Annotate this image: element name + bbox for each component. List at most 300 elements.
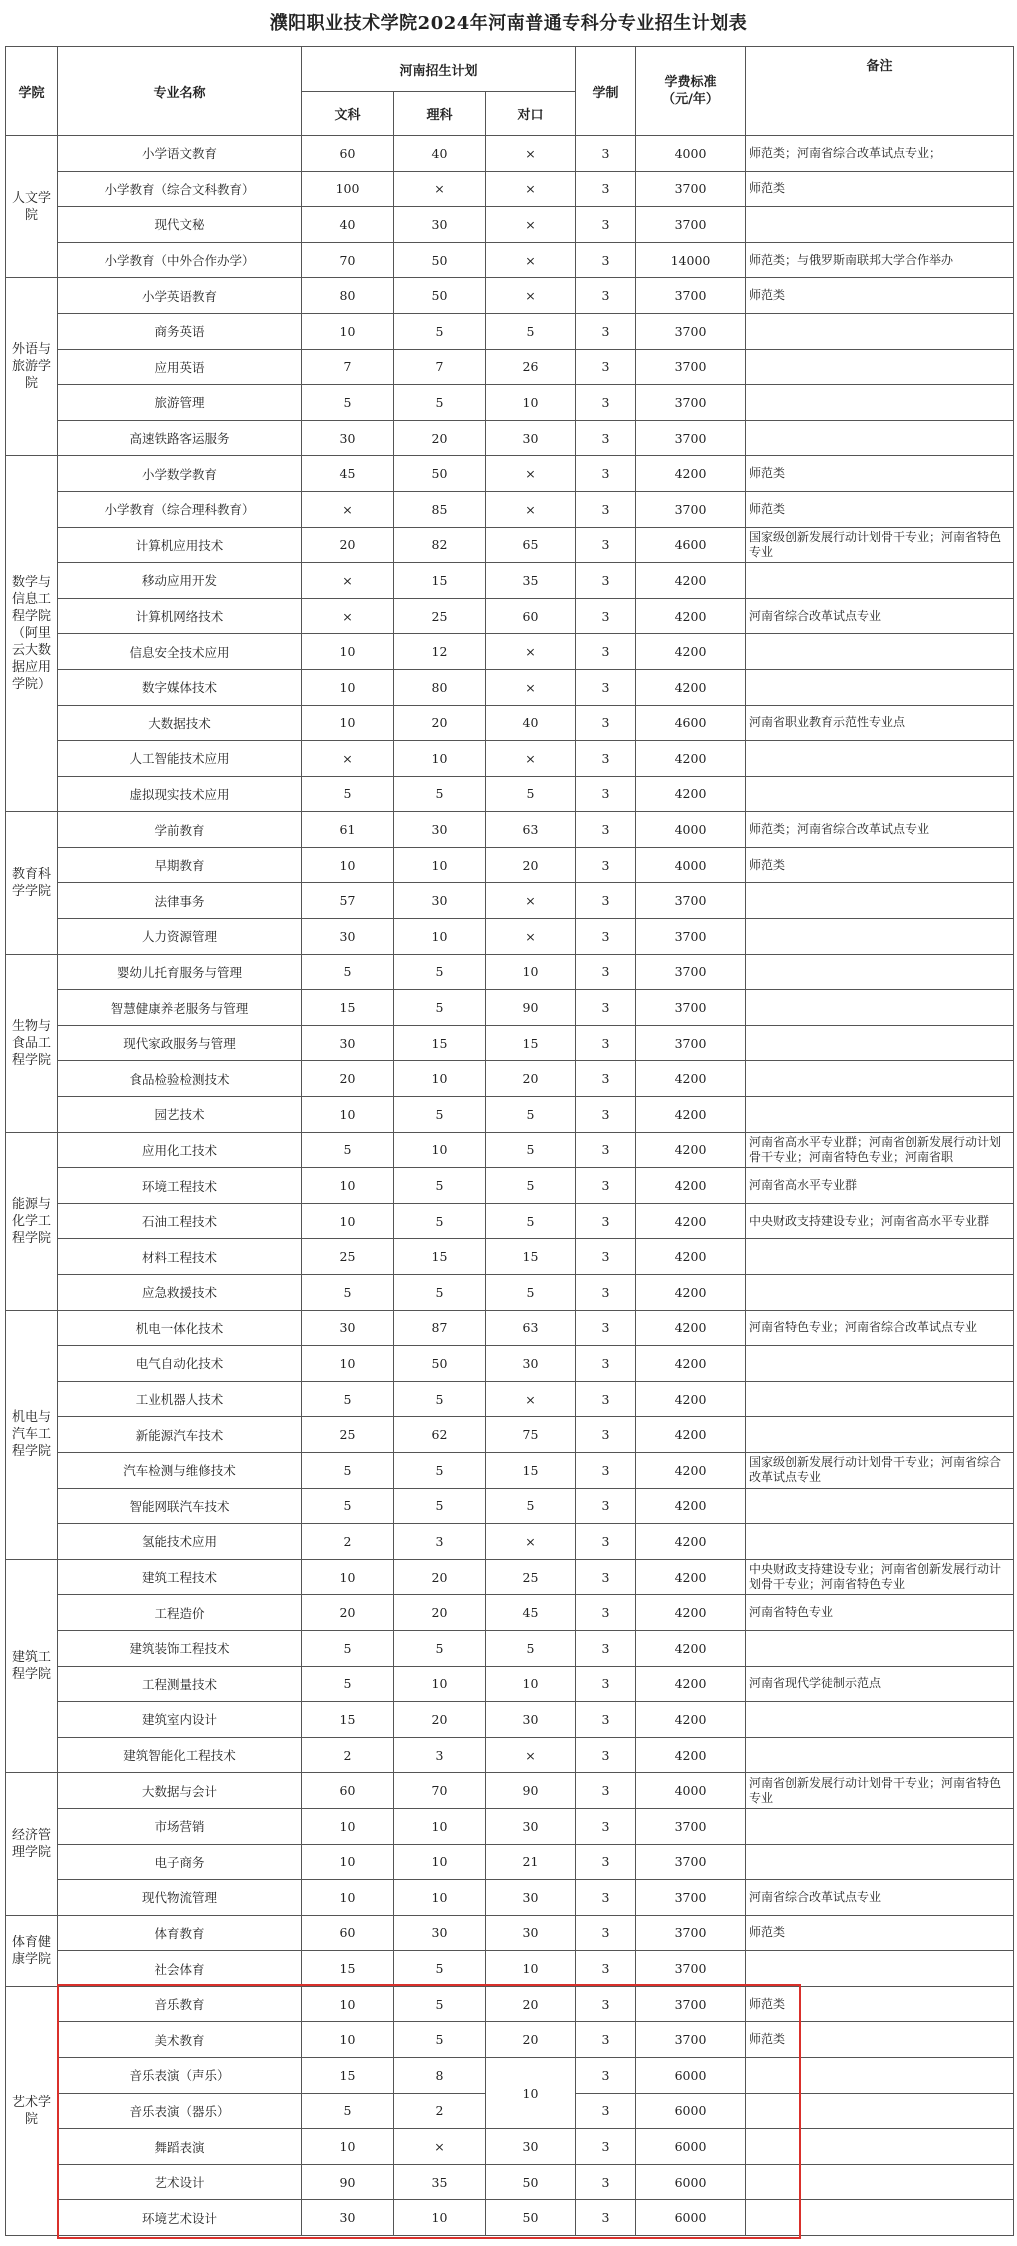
table-row [6, 1061, 1014, 1097]
cell-fee: 4200 [636, 1417, 746, 1453]
cell-duikou: 5 [486, 776, 576, 812]
cell-like: 5 [394, 1986, 486, 2022]
cell-note [746, 1630, 1014, 1666]
table-row [6, 1417, 1014, 1453]
major-name: 环境艺术设计 [58, 2200, 302, 2236]
cell-note: 师范类 [746, 456, 1014, 492]
cell-duikou: 30 [486, 1808, 576, 1844]
cell-wenke: 30 [302, 2200, 394, 2236]
major-name: 小学教育（中外合作办学） [58, 242, 302, 278]
cell-wenke: 61 [302, 812, 394, 848]
table-row [6, 812, 1014, 848]
cell-note [746, 420, 1014, 456]
cell-duikou: 20 [486, 847, 576, 883]
table-row [6, 1808, 1014, 1844]
cell-wenke: 5 [302, 1275, 394, 1311]
table-row [6, 1737, 1014, 1773]
cell-duikou: × [486, 491, 576, 527]
cell-fee: 4000 [636, 847, 746, 883]
cell-note: 中央财政支持建设专业；河南省高水平专业群 [746, 1203, 1014, 1239]
cell-wenke: 30 [302, 1025, 394, 1061]
cell-duikou: × [486, 634, 576, 670]
cell-xuezhi: 3 [576, 812, 636, 848]
cell-xuezhi: 3 [576, 990, 636, 1026]
cell-wenke: 5 [302, 1630, 394, 1666]
cell-note [746, 883, 1014, 919]
major-name: 计算机网络技术 [58, 598, 302, 634]
table-row [6, 1132, 1014, 1168]
cell-fee: 4200 [636, 1737, 746, 1773]
cell-xuezhi: 3 [576, 1951, 636, 1987]
major-name: 舞蹈表演 [58, 2129, 302, 2165]
cell-fee: 4200 [636, 1346, 746, 1382]
cell-fee: 4200 [636, 1702, 746, 1738]
cell-note: 师范类 [746, 847, 1014, 883]
cell-like: 7 [394, 349, 486, 385]
cell-note [746, 207, 1014, 243]
cell-duikou: 90 [486, 990, 576, 1026]
cell-fee: 4000 [636, 812, 746, 848]
cell-like: 15 [394, 1239, 486, 1275]
cell-note: 师范类 [746, 171, 1014, 207]
cell-fee: 4200 [636, 598, 746, 634]
cell-like: 87 [394, 1310, 486, 1346]
cell-fee: 4200 [636, 1203, 746, 1239]
cell-fee: 4200 [636, 1666, 746, 1702]
major-name: 小学英语教育 [58, 278, 302, 314]
cell-xuezhi: 3 [576, 1880, 636, 1916]
major-name: 早期教育 [58, 847, 302, 883]
cell-like: 30 [394, 1915, 486, 1951]
cell-note [746, 2129, 1014, 2165]
cell-duikou: 30 [486, 1702, 576, 1738]
header-fee: 学费标准 （元/年） [636, 47, 746, 136]
cell-xuezhi: 3 [576, 705, 636, 741]
table-row [6, 1595, 1014, 1631]
major-name: 数字媒体技术 [58, 669, 302, 705]
cell-xuezhi: 3 [576, 1097, 636, 1133]
table-row [6, 1488, 1014, 1524]
cell-wenke: 60 [302, 1915, 394, 1951]
cell-duikou: 30 [486, 1915, 576, 1951]
cell-duikou: × [486, 1524, 576, 1560]
cell-note: 师范类 [746, 491, 1014, 527]
cell-duikou: 45 [486, 1595, 576, 1631]
cell-xuezhi: 3 [576, 1239, 636, 1275]
cell-like: 70 [394, 1773, 486, 1809]
major-name: 应用化工技术 [58, 1132, 302, 1168]
cell-note: 河南省高水平专业群 [746, 1168, 1014, 1204]
cell-note: 河南省职业教育示范性专业点 [746, 705, 1014, 741]
major-name: 建筑装饰工程技术 [58, 1630, 302, 1666]
cell-like: 35 [394, 2164, 486, 2200]
table-row [6, 2058, 1014, 2094]
table-row [6, 990, 1014, 1026]
cell-fee: 3700 [636, 1844, 746, 1880]
cell-note [746, 349, 1014, 385]
table-row [6, 1524, 1014, 1560]
major-name: 现代家政服务与管理 [58, 1025, 302, 1061]
cell-fee: 4200 [636, 634, 746, 670]
major-name: 体育教育 [58, 1915, 302, 1951]
cell-duikou: 20 [486, 1986, 576, 2022]
major-name: 大数据技术 [58, 705, 302, 741]
major-name: 工程造价 [58, 1595, 302, 1631]
cell-note [746, 919, 1014, 955]
table-row [6, 242, 1014, 278]
table-row [6, 2200, 1014, 2236]
cell-fee: 3700 [636, 171, 746, 207]
cell-wenke: 10 [302, 1880, 394, 1916]
cell-duikou: 5 [486, 1168, 576, 1204]
cell-xuezhi: 3 [576, 491, 636, 527]
cell-wenke: 10 [302, 1986, 394, 2022]
cell-duikou: 5 [486, 1275, 576, 1311]
cell-fee: 3700 [636, 1951, 746, 1987]
cell-xuezhi: 3 [576, 2022, 636, 2058]
table-row [6, 2164, 1014, 2200]
major-name: 虚拟现实技术应用 [58, 776, 302, 812]
cell-fee: 4200 [636, 741, 746, 777]
cell-wenke: 5 [302, 1666, 394, 1702]
cell-wenke: 15 [302, 1702, 394, 1738]
cell-xuezhi: 3 [576, 1452, 636, 1488]
cell-note: 河南省特色专业 [746, 1595, 1014, 1631]
table-row [6, 385, 1014, 421]
college-name: 教育科学学院 [6, 812, 58, 954]
cell-wenke: 7 [302, 349, 394, 385]
table-row [6, 420, 1014, 456]
cell-xuezhi: 3 [576, 776, 636, 812]
cell-like: 5 [394, 776, 486, 812]
cell-duikou: 10 [486, 2058, 576, 2129]
cell-wenke: 57 [302, 883, 394, 919]
table-row [6, 1203, 1014, 1239]
cell-xuezhi: 3 [576, 1061, 636, 1097]
cell-wenke: 90 [302, 2164, 394, 2200]
cell-like: 50 [394, 278, 486, 314]
cell-duikou: × [486, 242, 576, 278]
cell-xuezhi: 3 [576, 1844, 636, 1880]
major-name: 小学语文教育 [58, 136, 302, 172]
cell-like: 50 [394, 456, 486, 492]
table-row [6, 1275, 1014, 1311]
cell-xuezhi: 3 [576, 385, 636, 421]
cell-wenke: 5 [302, 776, 394, 812]
cell-like: 5 [394, 1381, 486, 1417]
cell-like: 5 [394, 1168, 486, 1204]
cell-xuezhi: 3 [576, 1630, 636, 1666]
table-row [6, 278, 1014, 314]
major-name: 音乐表演（声乐） [58, 2058, 302, 2094]
cell-note: 国家级创新发展行动计划骨干专业；河南省特色专业 [746, 527, 1014, 563]
cell-xuezhi: 3 [576, 1025, 636, 1061]
cell-duikou: 20 [486, 1061, 576, 1097]
cell-wenke: 10 [302, 1346, 394, 1382]
major-name: 社会体育 [58, 1951, 302, 1987]
major-name: 建筑室内设计 [58, 1702, 302, 1738]
table-row [6, 634, 1014, 670]
cell-note [746, 313, 1014, 349]
cell-duikou: 15 [486, 1452, 576, 1488]
table-row [6, 1168, 1014, 1204]
cell-xuezhi: 3 [576, 1986, 636, 2022]
cell-note [746, 1808, 1014, 1844]
cell-wenke: 10 [302, 847, 394, 883]
major-name: 婴幼儿托育服务与管理 [58, 954, 302, 990]
major-name: 人工智能技术应用 [58, 741, 302, 777]
major-name: 工业机器人技术 [58, 1381, 302, 1417]
header-duikou: 对口 [486, 92, 576, 136]
cell-note: 师范类 [746, 2022, 1014, 2058]
table-row [6, 563, 1014, 599]
cell-xuezhi: 3 [576, 1168, 636, 1204]
cell-fee: 4200 [636, 776, 746, 812]
cell-duikou: × [486, 669, 576, 705]
cell-note: 师范类 [746, 1915, 1014, 1951]
cell-like: 40 [394, 136, 486, 172]
header-plan: 河南招生计划 [302, 47, 576, 92]
cell-like: 10 [394, 1061, 486, 1097]
cell-duikou: × [486, 136, 576, 172]
cell-note [746, 1346, 1014, 1382]
cell-xuezhi: 3 [576, 420, 636, 456]
cell-note [746, 1951, 1014, 1987]
cell-note [746, 634, 1014, 670]
table-row [6, 1630, 1014, 1666]
cell-fee: 6000 [636, 2164, 746, 2200]
cell-note [746, 1737, 1014, 1773]
cell-xuezhi: 3 [576, 1203, 636, 1239]
cell-wenke: 10 [302, 634, 394, 670]
cell-wenke: 15 [302, 1951, 394, 1987]
table-row [6, 1880, 1014, 1916]
college-name: 艺术学院 [6, 1986, 58, 2235]
cell-wenke: 2 [302, 1737, 394, 1773]
college-name: 体育健康学院 [6, 1915, 58, 1986]
cell-note [746, 741, 1014, 777]
cell-note [746, 1025, 1014, 1061]
cell-like: 25 [394, 598, 486, 634]
cell-wenke: 70 [302, 242, 394, 278]
cell-xuezhi: 3 [576, 1381, 636, 1417]
cell-xuezhi: 3 [576, 1417, 636, 1453]
college-name: 人文学院 [6, 136, 58, 278]
cell-like: 20 [394, 705, 486, 741]
major-name: 人力资源管理 [58, 919, 302, 955]
cell-duikou: 10 [486, 1666, 576, 1702]
cell-fee: 3700 [636, 883, 746, 919]
cell-xuezhi: 3 [576, 954, 636, 990]
table-row [6, 1452, 1014, 1488]
cell-like: 10 [394, 919, 486, 955]
cell-like: 8 [394, 2058, 486, 2094]
cell-duikou: 10 [486, 954, 576, 990]
cell-wenke: 25 [302, 1239, 394, 1275]
college-name: 建筑工程学院 [6, 1559, 58, 1773]
cell-like: 5 [394, 1488, 486, 1524]
cell-like: 2 [394, 2093, 486, 2129]
cell-note: 河南省综合改革试点专业 [746, 598, 1014, 634]
cell-xuezhi: 3 [576, 278, 636, 314]
cell-fee: 14000 [636, 242, 746, 278]
table-row [6, 1025, 1014, 1061]
cell-note [746, 1417, 1014, 1453]
cell-fee: 4600 [636, 527, 746, 563]
cell-like: × [394, 171, 486, 207]
cell-fee: 4200 [636, 1310, 746, 1346]
cell-fee: 4200 [636, 1132, 746, 1168]
cell-duikou: 90 [486, 1773, 576, 1809]
cell-like: 20 [394, 420, 486, 456]
cell-note [746, 1488, 1014, 1524]
table-row [6, 2129, 1014, 2165]
cell-wenke: 45 [302, 456, 394, 492]
cell-wenke: 60 [302, 1773, 394, 1809]
major-name: 环境工程技术 [58, 1168, 302, 1204]
cell-xuezhi: 3 [576, 349, 636, 385]
major-name: 法律事务 [58, 883, 302, 919]
cell-xuezhi: 3 [576, 1275, 636, 1311]
cell-xuezhi: 3 [576, 136, 636, 172]
cell-fee: 4200 [636, 1168, 746, 1204]
cell-like: 85 [394, 491, 486, 527]
cell-duikou: 10 [486, 385, 576, 421]
cell-note [746, 1381, 1014, 1417]
cell-duikou: 40 [486, 705, 576, 741]
cell-fee: 6000 [636, 2129, 746, 2165]
cell-note [746, 1061, 1014, 1097]
major-name: 计算机应用技术 [58, 527, 302, 563]
cell-fee: 3700 [636, 990, 746, 1026]
table-row [6, 1986, 1014, 2022]
cell-like: 15 [394, 1025, 486, 1061]
cell-duikou: 50 [486, 2164, 576, 2200]
college-name: 数学与信息工程学院（阿里云大数据应用学院） [6, 456, 58, 812]
cell-fee: 3700 [636, 278, 746, 314]
major-name: 信息安全技术应用 [58, 634, 302, 670]
cell-fee: 4200 [636, 1381, 746, 1417]
cell-wenke: 5 [302, 1452, 394, 1488]
cell-fee: 4200 [636, 1524, 746, 1560]
cell-xuezhi: 3 [576, 1132, 636, 1168]
cell-note: 河南省高水平专业群；河南省创新发展行动计划骨干专业；河南省特色专业；河南省职 [746, 1132, 1014, 1168]
cell-like: 5 [394, 1951, 486, 1987]
cell-fee: 4200 [636, 1061, 746, 1097]
major-name: 现代文秘 [58, 207, 302, 243]
cell-note: 河南省创新发展行动计划骨干专业；河南省特色专业 [746, 1773, 1014, 1809]
table-row [6, 1915, 1014, 1951]
cell-like: 5 [394, 954, 486, 990]
cell-fee: 3700 [636, 954, 746, 990]
cell-duikou: 21 [486, 1844, 576, 1880]
cell-like: 10 [394, 1844, 486, 1880]
cell-like: 10 [394, 741, 486, 777]
cell-note: 师范类；河南省综合改革试点专业 [746, 812, 1014, 848]
cell-fee: 3700 [636, 349, 746, 385]
enrollment-plan-table [5, 46, 1014, 2236]
cell-xuezhi: 3 [576, 1808, 636, 1844]
cell-fee: 6000 [636, 2093, 746, 2129]
cell-wenke: 5 [302, 954, 394, 990]
table-row [6, 1666, 1014, 1702]
college-name: 经济管理学院 [6, 1773, 58, 1915]
cell-note [746, 385, 1014, 421]
cell-wenke: × [302, 598, 394, 634]
major-name: 食品检验检测技术 [58, 1061, 302, 1097]
major-name: 应用英语 [58, 349, 302, 385]
college-name: 生物与食品工程学院 [6, 954, 58, 1132]
cell-fee: 3700 [636, 491, 746, 527]
cell-wenke: 10 [302, 2129, 394, 2165]
cell-xuezhi: 3 [576, 242, 636, 278]
cell-duikou: 63 [486, 812, 576, 848]
header-college: 学院 [6, 47, 58, 136]
major-name: 建筑工程技术 [58, 1559, 302, 1595]
cell-like: 50 [394, 1346, 486, 1382]
table-row [6, 1702, 1014, 1738]
cell-wenke: 10 [302, 1168, 394, 1204]
cell-duikou: × [486, 1381, 576, 1417]
cell-duikou: 25 [486, 1559, 576, 1595]
table-row [6, 1951, 1014, 1987]
table-row [6, 527, 1014, 563]
cell-xuezhi: 3 [576, 669, 636, 705]
cell-xuezhi: 3 [576, 1666, 636, 1702]
cell-like: 10 [394, 1808, 486, 1844]
cell-duikou: 5 [486, 313, 576, 349]
cell-like: 30 [394, 207, 486, 243]
table-row [6, 171, 1014, 207]
major-name: 商务英语 [58, 313, 302, 349]
cell-like: 5 [394, 1452, 486, 1488]
cell-note [746, 1524, 1014, 1560]
cell-like: 5 [394, 313, 486, 349]
major-name: 大数据与会计 [58, 1773, 302, 1809]
cell-like: 62 [394, 1417, 486, 1453]
cell-note [746, 776, 1014, 812]
college-name: 机电与汽车工程学院 [6, 1310, 58, 1559]
cell-duikou: 35 [486, 563, 576, 599]
cell-xuezhi: 3 [576, 2164, 636, 2200]
cell-fee: 4200 [636, 1559, 746, 1595]
cell-note: 师范类 [746, 278, 1014, 314]
table-row [6, 847, 1014, 883]
cell-duikou: 50 [486, 2200, 576, 2236]
cell-wenke: 30 [302, 1310, 394, 1346]
cell-xuezhi: 3 [576, 456, 636, 492]
cell-wenke: 10 [302, 1844, 394, 1880]
cell-like: 10 [394, 1880, 486, 1916]
cell-duikou: 26 [486, 349, 576, 385]
cell-xuezhi: 3 [576, 171, 636, 207]
cell-xuezhi: 3 [576, 919, 636, 955]
cell-fee: 4200 [636, 563, 746, 599]
cell-like: 5 [394, 1097, 486, 1133]
cell-xuezhi: 3 [576, 1773, 636, 1809]
cell-fee: 3700 [636, 2022, 746, 2058]
major-name: 小学教育（综合理科教育） [58, 491, 302, 527]
table-row [6, 1381, 1014, 1417]
cell-like: 10 [394, 1666, 486, 1702]
cell-duikou: 5 [486, 1488, 576, 1524]
table-row [6, 1844, 1014, 1880]
table-row [6, 598, 1014, 634]
cell-xuezhi: 3 [576, 2129, 636, 2165]
college-name: 能源与化学工程学院 [6, 1132, 58, 1310]
major-name: 工程测量技术 [58, 1666, 302, 1702]
header-note: 备注 [746, 47, 1014, 136]
